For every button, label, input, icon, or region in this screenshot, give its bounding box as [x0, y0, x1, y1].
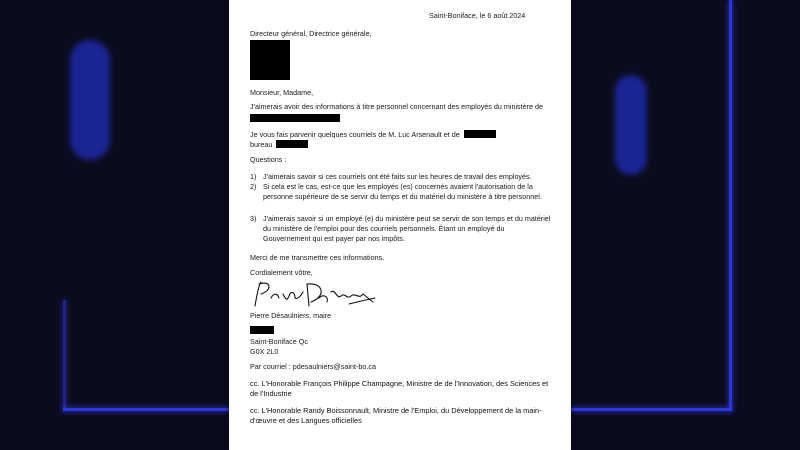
question-number: 2) [250, 182, 257, 191]
redacted-office [276, 140, 308, 148]
cc-2-line-2: d'œuvre et des Langues officielles [250, 416, 362, 425]
paragraph-1: J'aimerais avoir des informations à titre personnel concernant des employés du ministère de [250, 102, 544, 111]
signer-name: Pierre Désaulniers, maire [250, 311, 332, 320]
paragraph-2-line-1: Je vous fais parvenir quelques courriels de M. Luc Arsenault et de [250, 130, 460, 139]
background-glow-left [70, 40, 110, 160]
question-text: J'aimerais savoir si un employé (e) du ministère peut se servir de son temps et du matériel du ministère de l'emploi pour des courriels personnels. Étant un employé du Gouvernement qui est payer par nos impôts. [263, 214, 551, 243]
addressee: Directeur général, Directrice générale, [250, 29, 372, 38]
question-text: Si cela est le cas, est-ce que les employés (es) concernés avaient l'autorisation de la personne supérieure de se servir du temps et du matériel du ministère à titre personnel. [263, 182, 542, 201]
redacted-street [250, 326, 274, 334]
closing: Cordialement vôtre, [250, 268, 313, 277]
email-line: Par courriel : pdesaulniers@saint-bo.ca [250, 362, 376, 371]
background-line-right-horizontal [571, 408, 732, 411]
question-number: 3) [250, 214, 257, 223]
cc-1-line-1: cc. L'Honorable François Philippe Champagne, Ministre de de l'Innovation, des Sciences et [250, 379, 549, 388]
questions-label: Questions : [250, 155, 287, 164]
letter-page [229, 0, 571, 450]
handwritten-signature [249, 276, 379, 312]
date-line: Saint-Boniface, le 6 août 2024 [429, 11, 526, 20]
thanks-line: Merci de me transmettre ces informations. [250, 253, 385, 262]
postal-code: G0X 2L0 [250, 347, 279, 356]
background-line-left [63, 408, 229, 411]
background-line-right-vertical [729, 0, 732, 411]
salutation: Monsieur, Madame, [250, 88, 314, 97]
redacted-address [250, 40, 290, 80]
redacted-ministry [250, 114, 340, 122]
redacted-name [464, 130, 496, 138]
cc-2-line-1: cc. L'Honorable Randy Boissonnault, Ministre de l'Emploi, du Développement de la main- [250, 406, 542, 415]
question-number: 1) [250, 172, 257, 181]
background-line-left-vertical [63, 300, 66, 411]
cc-1-line-2: de l'Industrie [250, 389, 292, 398]
background-glow-right [615, 75, 647, 175]
paragraph-2-line-2: bureau [250, 140, 273, 149]
city: Saint-Boniface Qc [250, 337, 308, 346]
question-text: J'aimerais savoir si ces courriels ont été faits sur les heures de travail des employés. [263, 172, 532, 181]
